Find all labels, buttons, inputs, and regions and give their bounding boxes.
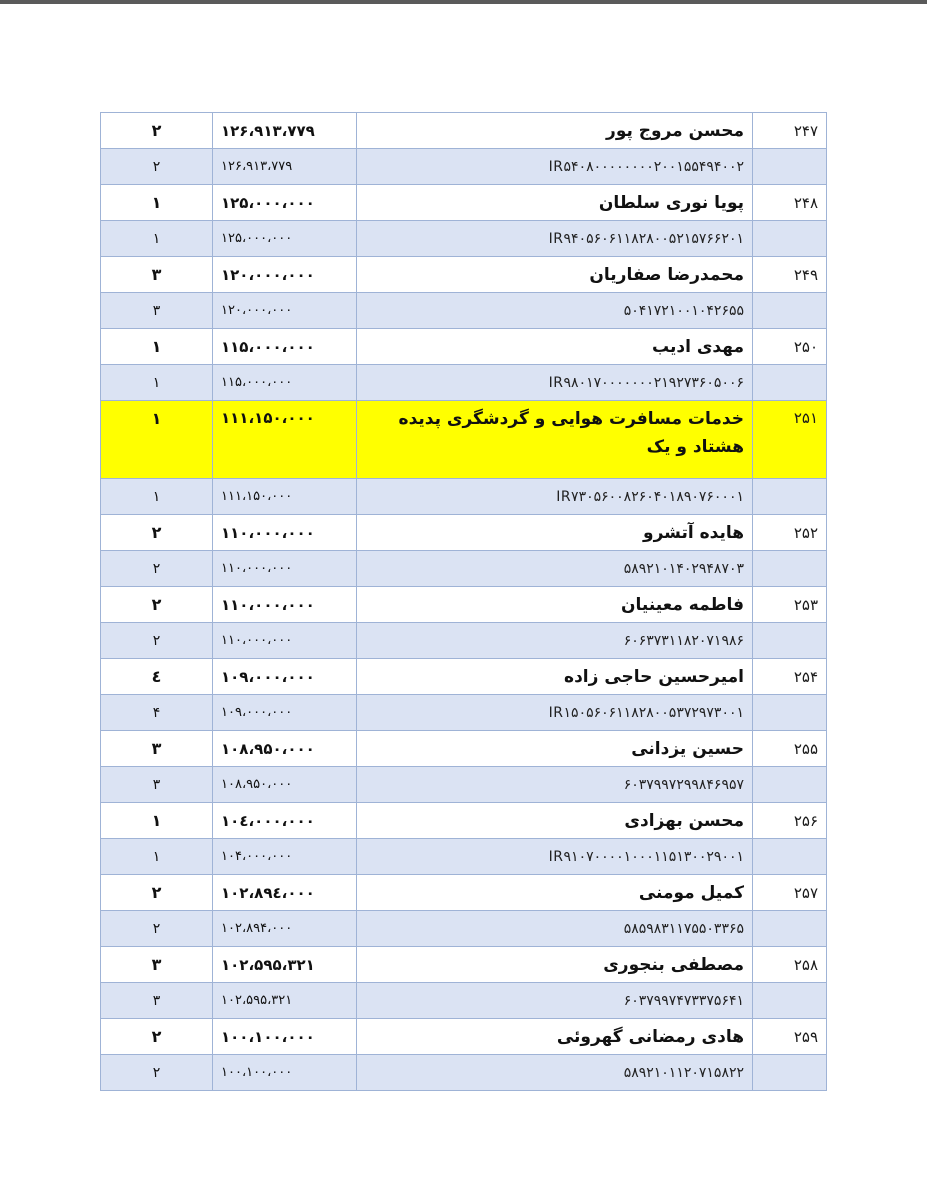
record-amount-sub: ۱۱۵،۰۰۰،۰۰۰ xyxy=(213,365,357,401)
record-detail-row xyxy=(101,695,827,731)
record-count: ۲ xyxy=(101,113,213,149)
record-row xyxy=(101,185,827,221)
record-amount-sub: ۱۱۰،۰۰۰،۰۰۰ xyxy=(213,551,357,587)
record-amount-sub: ۱۰۴،۰۰۰،۰۰۰ xyxy=(213,839,357,875)
record-name: هادی رمضانی گهروئی xyxy=(357,1019,753,1055)
record-account: ۵۸۵۹۸۳۱۱۷۵۵۰۳۳۶۵ xyxy=(357,911,753,947)
record-amount: ۱۰۲،۸۹٤،۰۰۰ xyxy=(213,875,357,911)
record-amount-sub: ۱۰۲،۵۹۵،۳۲۱ xyxy=(213,983,357,1019)
record-amount-sub: ۱۰۸،۹۵۰،۰۰۰ xyxy=(213,767,357,803)
record-count: ۲ xyxy=(101,587,213,623)
record-count-sub: ۲ xyxy=(101,623,213,659)
record-amount: ۱۰۹،۰۰۰،۰۰۰ xyxy=(213,659,357,695)
record-detail-row xyxy=(101,365,827,401)
record-amount: ۱۰۲،۵۹۵،۳۲۱ xyxy=(213,947,357,983)
record-count: ۱ xyxy=(101,401,213,479)
record-count: ۱ xyxy=(101,803,213,839)
record-account: ۶۰۳۷۹۹۷۴۷۳۳۷۵۶۴۱ xyxy=(357,983,753,1019)
record-account: IR۱۵۰۵۶۰۶۱۱۸۲۸۰۰۵۳۷۲۹۷۳۰۰۱ xyxy=(357,695,753,731)
record-detail-row xyxy=(101,479,827,515)
record-count: ۳ xyxy=(101,257,213,293)
record-amount-sub: ۱۲۵،۰۰۰،۰۰۰ xyxy=(213,221,357,257)
record-amount: ۱۱۵،۰۰۰،۰۰۰ xyxy=(213,329,357,365)
record-number-empty xyxy=(753,623,827,659)
record-amount: ۱۱۰،۰۰۰،۰۰۰ xyxy=(213,587,357,623)
record-account: ۵۸۹۲۱۰۱۱۲۰۷۱۵۸۲۲ xyxy=(357,1055,753,1091)
record-amount: ۱۲۵،۰۰۰،۰۰۰ xyxy=(213,185,357,221)
record-name: محمدرضا صفاریان xyxy=(357,257,753,293)
record-detail-row xyxy=(101,911,827,947)
record-name: خدمات مسافرت هوایی و گردشگری پدیده هشتاد و یک xyxy=(357,401,753,479)
record-detail-row xyxy=(101,221,827,257)
record-name: کمیل مومنی xyxy=(357,875,753,911)
record-detail-row xyxy=(101,983,827,1019)
record-count-sub: ۳ xyxy=(101,293,213,329)
record-count: ٤ xyxy=(101,659,213,695)
record-count: ۲ xyxy=(101,875,213,911)
record-number: ۲۵۱ xyxy=(753,401,827,479)
record-row xyxy=(101,875,827,911)
record-account: ۵۰۴۱۷۲۱۰۰۱۰۴۲۶۵۵ xyxy=(357,293,753,329)
record-count-sub: ۱ xyxy=(101,365,213,401)
record-count-sub: ۳ xyxy=(101,983,213,1019)
record-number: ۲۵۲ xyxy=(753,515,827,551)
record-amount: ۱۱۱،۱۵۰،۰۰۰ xyxy=(213,401,357,479)
record-detail-row xyxy=(101,623,827,659)
record-name: امیرحسین حاجی زاده xyxy=(357,659,753,695)
record-number: ۲۴۹ xyxy=(753,257,827,293)
record-number-empty xyxy=(753,767,827,803)
record-amount-sub: ۱۱۱،۱۵۰،۰۰۰ xyxy=(213,479,357,515)
record-count-sub: ۱ xyxy=(101,221,213,257)
record-number: ۲۵۰ xyxy=(753,329,827,365)
record-name: پویا نوری سلطان xyxy=(357,185,753,221)
record-row xyxy=(101,1019,827,1055)
record-count: ۲ xyxy=(101,515,213,551)
record-count: ۳ xyxy=(101,947,213,983)
record-account: IR۷۳۰۵۶۰۰۸۲۶۰۴۰۱۸۹۰۷۶۰۰۰۱ xyxy=(357,479,753,515)
record-detail-row xyxy=(101,1055,827,1091)
record-number-empty xyxy=(753,551,827,587)
record-number-empty xyxy=(753,479,827,515)
record-row xyxy=(101,803,827,839)
record-count-sub: ۲ xyxy=(101,1055,213,1091)
record-detail-row xyxy=(101,551,827,587)
record-number: ۲۵۳ xyxy=(753,587,827,623)
record-number: ۲۵۹ xyxy=(753,1019,827,1055)
record-name: مهدی ادیب xyxy=(357,329,753,365)
record-account: IR۵۴۰۸۰۰۰۰۰۰۰۰۲۰۰۱۵۵۴۹۴۰۰۲ xyxy=(357,149,753,185)
records-table xyxy=(100,112,827,1091)
record-account: ۵۸۹۲۱۰۱۴۰۲۹۴۸۷۰۳ xyxy=(357,551,753,587)
record-number-empty xyxy=(753,695,827,731)
record-row-highlighted xyxy=(101,401,827,479)
record-count-sub: ۳ xyxy=(101,767,213,803)
record-amount: ۱۰۰،۱۰۰،۰۰۰ xyxy=(213,1019,357,1055)
record-amount: ۱۲۰،۰۰۰،۰۰۰ xyxy=(213,257,357,293)
record-account: ۶۰۶۳۷۳۱۱۸۲۰۷۱۹۸۶ xyxy=(357,623,753,659)
record-row xyxy=(101,113,827,149)
record-name: حسین یزدانی xyxy=(357,731,753,767)
record-number-empty xyxy=(753,149,827,185)
record-number-empty xyxy=(753,365,827,401)
record-row xyxy=(101,515,827,551)
record-count-sub: ۲ xyxy=(101,149,213,185)
record-count: ۱ xyxy=(101,185,213,221)
record-amount-sub: ۱۲۰،۰۰۰،۰۰۰ xyxy=(213,293,357,329)
record-count-sub: ۴ xyxy=(101,695,213,731)
record-name: محسن مروج پور xyxy=(357,113,753,149)
record-detail-row xyxy=(101,149,827,185)
record-account: ۶۰۳۷۹۹۷۲۹۹۸۴۶۹۵۷ xyxy=(357,767,753,803)
record-name: مصطفی بنجوری xyxy=(357,947,753,983)
record-number: ۲۴۷ xyxy=(753,113,827,149)
record-amount-sub: ۱۰۲،۸۹۴،۰۰۰ xyxy=(213,911,357,947)
record-row xyxy=(101,329,827,365)
record-account: IR۹۴۰۵۶۰۶۱۱۸۲۸۰۰۵۲۱۵۷۶۶۲۰۱ xyxy=(357,221,753,257)
record-amount-sub: ۱۰۰،۱۰۰،۰۰۰ xyxy=(213,1055,357,1091)
record-name: هایده آتشرو xyxy=(357,515,753,551)
record-row xyxy=(101,587,827,623)
record-detail-row xyxy=(101,293,827,329)
record-amount: ۱۰٤،۰۰۰،۰۰۰ xyxy=(213,803,357,839)
record-number: ۲۵۸ xyxy=(753,947,827,983)
record-count-sub: ۲ xyxy=(101,911,213,947)
record-row xyxy=(101,731,827,767)
record-row xyxy=(101,659,827,695)
top-border xyxy=(0,0,927,4)
record-number: ۲۵۷ xyxy=(753,875,827,911)
record-count: ۱ xyxy=(101,329,213,365)
record-number: ۲۵۵ xyxy=(753,731,827,767)
record-detail-row xyxy=(101,767,827,803)
record-name: فاطمه معینیان xyxy=(357,587,753,623)
record-number-empty xyxy=(753,221,827,257)
record-number-empty xyxy=(753,1055,827,1091)
record-number-empty xyxy=(753,293,827,329)
record-number: ۲۴۸ xyxy=(753,185,827,221)
record-number: ۲۵۶ xyxy=(753,803,827,839)
record-name: محسن بهزادی xyxy=(357,803,753,839)
record-amount-sub: ۱۰۹،۰۰۰،۰۰۰ xyxy=(213,695,357,731)
record-account: IR۹۸۰۱۷۰۰۰۰۰۰۰۲۱۹۲۷۳۶۰۵۰۰۶ xyxy=(357,365,753,401)
record-count: ۲ xyxy=(101,1019,213,1055)
record-count-sub: ۱ xyxy=(101,839,213,875)
record-amount: ۱۲۶،۹۱۳،۷۷۹ xyxy=(213,113,357,149)
record-count: ۳ xyxy=(101,731,213,767)
record-row xyxy=(101,947,827,983)
record-number-empty xyxy=(753,911,827,947)
record-detail-row xyxy=(101,839,827,875)
record-number-empty xyxy=(753,839,827,875)
record-count-sub: ۱ xyxy=(101,479,213,515)
record-amount: ۱۰۸،۹۵۰،۰۰۰ xyxy=(213,731,357,767)
record-amount: ۱۱۰،۰۰۰،۰۰۰ xyxy=(213,515,357,551)
record-row xyxy=(101,257,827,293)
record-amount-sub: ۱۱۰،۰۰۰،۰۰۰ xyxy=(213,623,357,659)
record-count-sub: ۲ xyxy=(101,551,213,587)
record-account: IR۹۱۰۷۰۰۰۰۱۰۰۰۱۱۵۱۳۰۰۲۹۰۰۱ xyxy=(357,839,753,875)
record-number: ۲۵۴ xyxy=(753,659,827,695)
records-body xyxy=(101,113,827,1091)
record-amount-sub: ۱۲۶،۹۱۳،۷۷۹ xyxy=(213,149,357,185)
record-number-empty xyxy=(753,983,827,1019)
